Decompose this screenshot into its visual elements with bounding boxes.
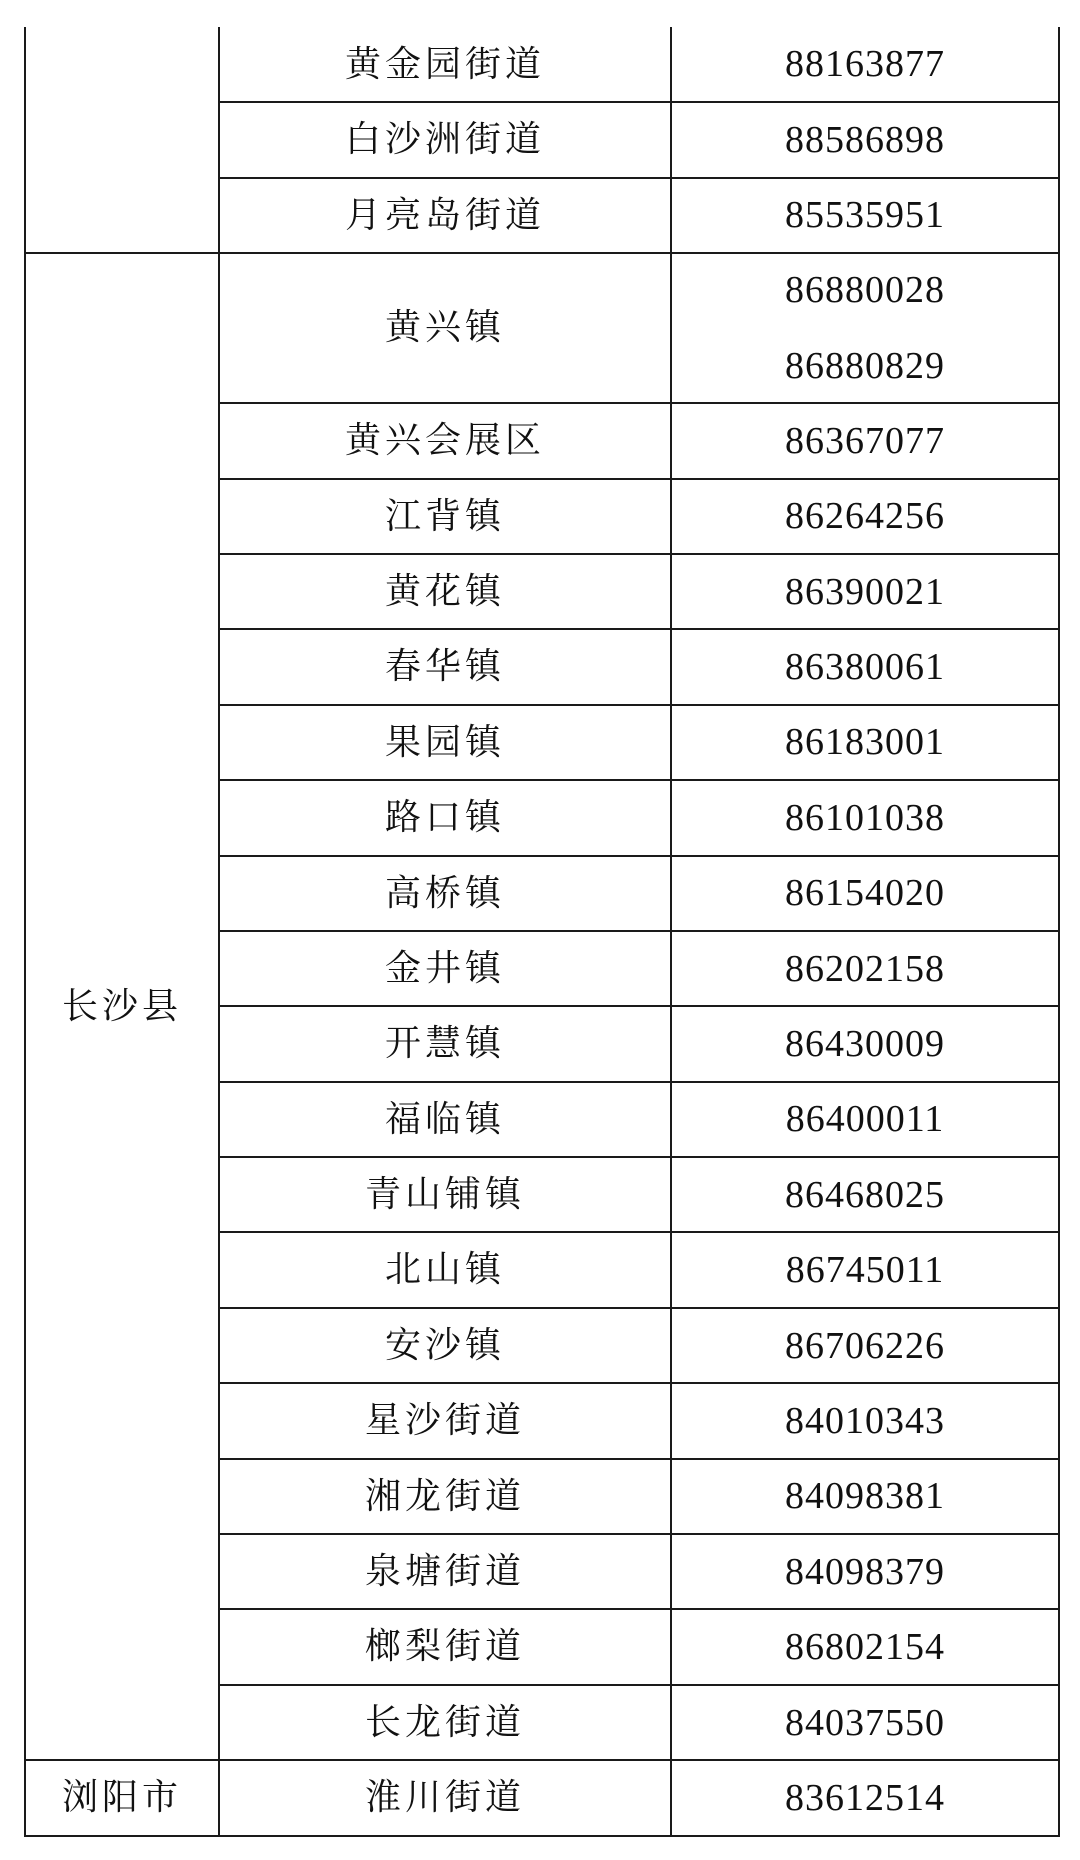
phone-cell xyxy=(671,1685,1059,1760)
phone-cell xyxy=(671,705,1059,780)
phone-number: 86468025 xyxy=(785,1173,945,1216)
subdistrict-name-cell: 黄金园街道 xyxy=(219,27,671,102)
phone-cell xyxy=(671,856,1059,931)
phone-number: 86367077 xyxy=(785,419,945,462)
phone-number: 86880028 xyxy=(785,269,945,312)
subdistrict-name-cell: 湘龙街道 xyxy=(219,1459,671,1534)
phone-number: 85535951 xyxy=(785,194,945,237)
phone-number: 83612514 xyxy=(785,1776,945,1819)
subdistrict-name-cell: 月亮岛街道 xyxy=(219,178,671,253)
phone-number: 86264256 xyxy=(785,495,945,538)
subdistrict-name-cell: 黄兴镇 xyxy=(219,253,671,403)
phone-cell xyxy=(671,479,1059,554)
county-cell xyxy=(25,27,219,253)
phone-number: 86202158 xyxy=(785,947,945,990)
phone-number: 84098381 xyxy=(785,1475,945,1518)
phone-number: 86430009 xyxy=(785,1022,945,1065)
subdistrict-name-cell: 北山镇 xyxy=(219,1232,671,1307)
subdistrict-name-cell: 泉塘街道 xyxy=(219,1534,671,1609)
subdistrict-name-cell: 黄花镇 xyxy=(219,554,671,629)
phone-cell xyxy=(671,1006,1059,1081)
county-cell: 长沙县 xyxy=(25,253,219,1760)
subdistrict-name-cell: 金井镇 xyxy=(219,931,671,1006)
phone-cell xyxy=(671,1534,1059,1609)
contact-table-body xyxy=(25,27,1059,1836)
subdistrict-name-cell: 福临镇 xyxy=(219,1082,671,1157)
subdistrict-name-cell: 长龙街道 xyxy=(219,1685,671,1760)
phone-number: 86380061 xyxy=(785,646,945,689)
subdistrict-name-cell: 果园镇 xyxy=(219,705,671,780)
phone-cell xyxy=(671,1459,1059,1534)
subdistrict-name-cell: 淮川街道 xyxy=(219,1760,671,1835)
phone-number: 84010343 xyxy=(785,1399,945,1442)
phone-number: 84098379 xyxy=(785,1550,945,1593)
phone-number: 86400011 xyxy=(785,1098,945,1141)
phone-number: 88163877 xyxy=(785,43,945,86)
subdistrict-name-cell: 路口镇 xyxy=(219,780,671,855)
subdistrict-name-cell: 白沙洲街道 xyxy=(219,102,671,177)
phone-cell xyxy=(671,1082,1059,1157)
contact-table-page xyxy=(24,27,1058,1836)
table-row xyxy=(25,1760,1059,1835)
phone-cell xyxy=(671,102,1059,177)
subdistrict-name-cell: 黄兴会展区 xyxy=(219,403,671,478)
subdistrict-name-cell: 开慧镇 xyxy=(219,1006,671,1081)
phone-number: 86745011 xyxy=(785,1249,945,1292)
phone-cell xyxy=(671,178,1059,253)
phone-cell xyxy=(671,1609,1059,1684)
phone-cell xyxy=(671,253,1059,403)
phone-cell xyxy=(671,27,1059,102)
phone-number: 88586898 xyxy=(785,119,945,162)
phone-number: 86880829 xyxy=(785,345,945,388)
phone-number: 84037550 xyxy=(785,1701,945,1744)
subdistrict-name-cell: 江背镇 xyxy=(219,479,671,554)
phone-cell xyxy=(671,1157,1059,1232)
phone-number: 86154020 xyxy=(785,872,945,915)
phone-cell xyxy=(671,1232,1059,1307)
phone-number: 86802154 xyxy=(785,1626,945,1669)
phone-cell xyxy=(671,780,1059,855)
county-cell: 浏阳市 xyxy=(25,1760,219,1835)
table-row xyxy=(25,253,1059,403)
subdistrict-name-cell: 榔梨街道 xyxy=(219,1609,671,1684)
subdistrict-name-cell: 高桥镇 xyxy=(219,856,671,931)
phone-cell xyxy=(671,629,1059,704)
phone-cell xyxy=(671,1308,1059,1383)
subdistrict-name-cell: 春华镇 xyxy=(219,629,671,704)
subdistrict-name-cell: 星沙街道 xyxy=(219,1383,671,1458)
phone-cell xyxy=(671,931,1059,1006)
phone-cell xyxy=(671,1760,1059,1835)
subdistrict-name-cell: 青山铺镇 xyxy=(219,1157,671,1232)
phone-cell xyxy=(671,403,1059,478)
phone-number: 86390021 xyxy=(785,570,945,613)
phone-number: 86706226 xyxy=(785,1324,945,1367)
phone-number: 86101038 xyxy=(785,796,945,839)
table-row xyxy=(25,27,1059,102)
phone-cell xyxy=(671,554,1059,629)
phone-number: 86183001 xyxy=(785,721,945,764)
phone-cell xyxy=(671,1383,1059,1458)
subdistrict-name-cell: 安沙镇 xyxy=(219,1308,671,1383)
contact-table xyxy=(24,27,1060,1837)
